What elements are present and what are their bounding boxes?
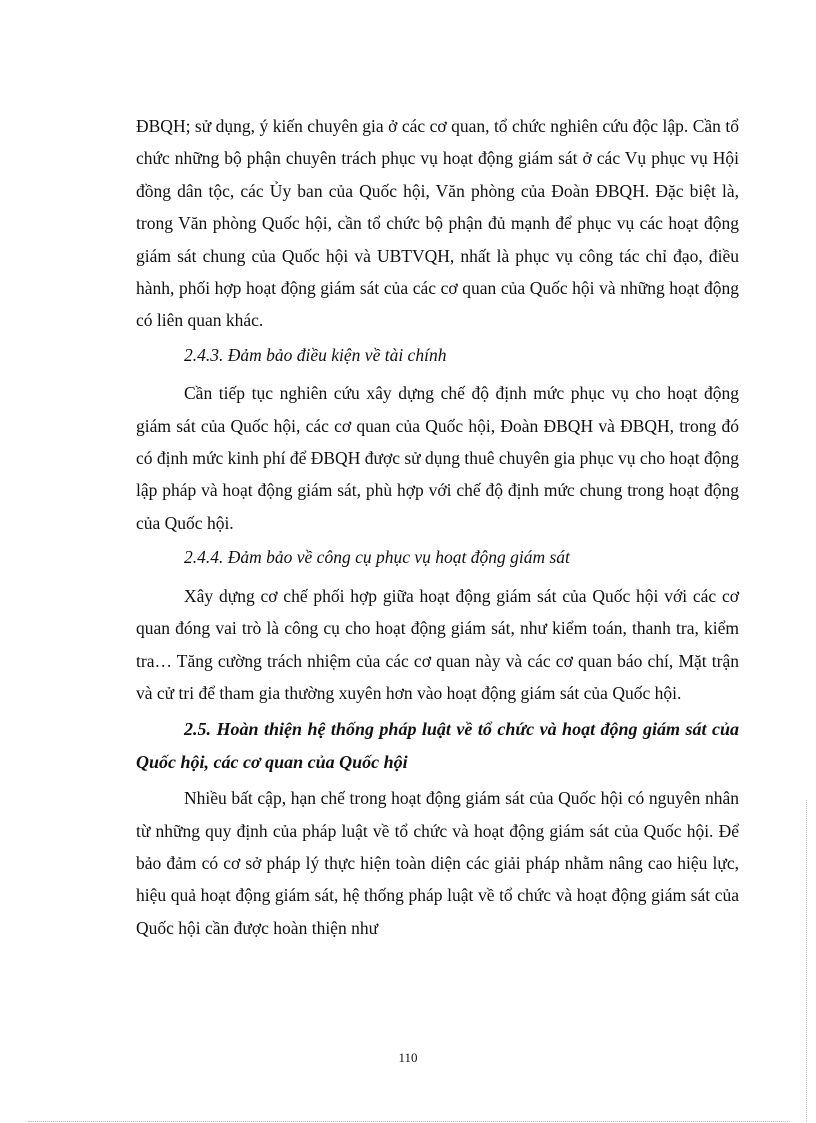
page-number: 110	[398, 1050, 418, 1065]
page-body	[136, 110, 739, 944]
paragraph-tools: Xây dựng cơ chế phối hợp giữa hoạt động giám sát của Quốc hội với các cơ quan đóng vai trò là công cụ cho hoạt động giám sát, như kiểm toán, thanh tra, kiểm tra… Tăng cường trách nhiệm của các cơ quan này và các cơ quan báo chí, Mặt trận và cử tri để tham gia thường xuyên hơn vào hoạt động giám sát của Quốc hội.	[136, 585, 739, 703]
paragraph-continued: ĐBQH; sử dụng, ý kiến chuyên gia ở các cơ quan, tổ chức nghiên cứu độc lập. Cần tổ chức những bộ phận chuyên trách phục vụ hoạt động giám sát ở các Vụ phục vụ Hội đồng dân tộc, các Ủy ban của Quốc hội, Văn phòng của Đoàn ĐBQH. Đặc biệt là, trong Văn phòng Quốc hội, cần tổ chức bộ phận đủ mạnh để phục vụ các hoạt động giám sát chung của Quốc hội và UBTVQH, nhất là phục vụ công tác chỉ đạo, điều hành, phối hợp hoạt động giám sát của các cơ quan của Quốc hội và những hoạt động có liên quan khác.	[136, 116, 739, 331]
section-heading-2-5: 2.5. Hoàn thiện hệ thống pháp luật về tổ chức và hoạt động giám sát của Quốc hội, các cơ quan của Quốc hội	[136, 719, 739, 772]
paragraph-finance: Cần tiếp tục nghiên cứu xây dựng chế độ định mức phục vụ cho hoạt động giám sát của Quốc hội, các cơ quan của Quốc hội, Đoàn ĐBQH và ĐBQH, trong đó có định mức kinh phí để ĐBQH được sử dụng thuê chuyên gia phục vụ cho hoạt động lập pháp và hoạt động giám sát, phù hợp với chế độ định mức chung trong hoạt động của Quốc hội.	[136, 383, 739, 533]
paragraph-legal-framework: Nhiều bất cập, hạn chế trong hoạt động giám sát của Quốc hội có nguyên nhân từ những quy định của pháp luật về tổ chức và hoạt động giám sát của Quốc hội. Để bảo đảm có cơ sở pháp lý thực hiện toàn diện các giải pháp nhằm nâng cao hiệu lực, hiệu quả hoạt động giám sát, hệ thống pháp luật về tổ chức và hoạt động giám sát của Quốc hội cần được hoàn thiện như	[136, 788, 739, 938]
page-bottom-border	[28, 1121, 788, 1122]
page-right-border	[806, 800, 807, 1121]
subheading-2-4-4: 2.4.4. Đảm bảo về công cụ phục vụ hoạt động giám sát	[184, 547, 570, 568]
subheading-2-4-3: 2.4.3. Đảm bảo điều kiện về tài chính	[184, 344, 447, 365]
